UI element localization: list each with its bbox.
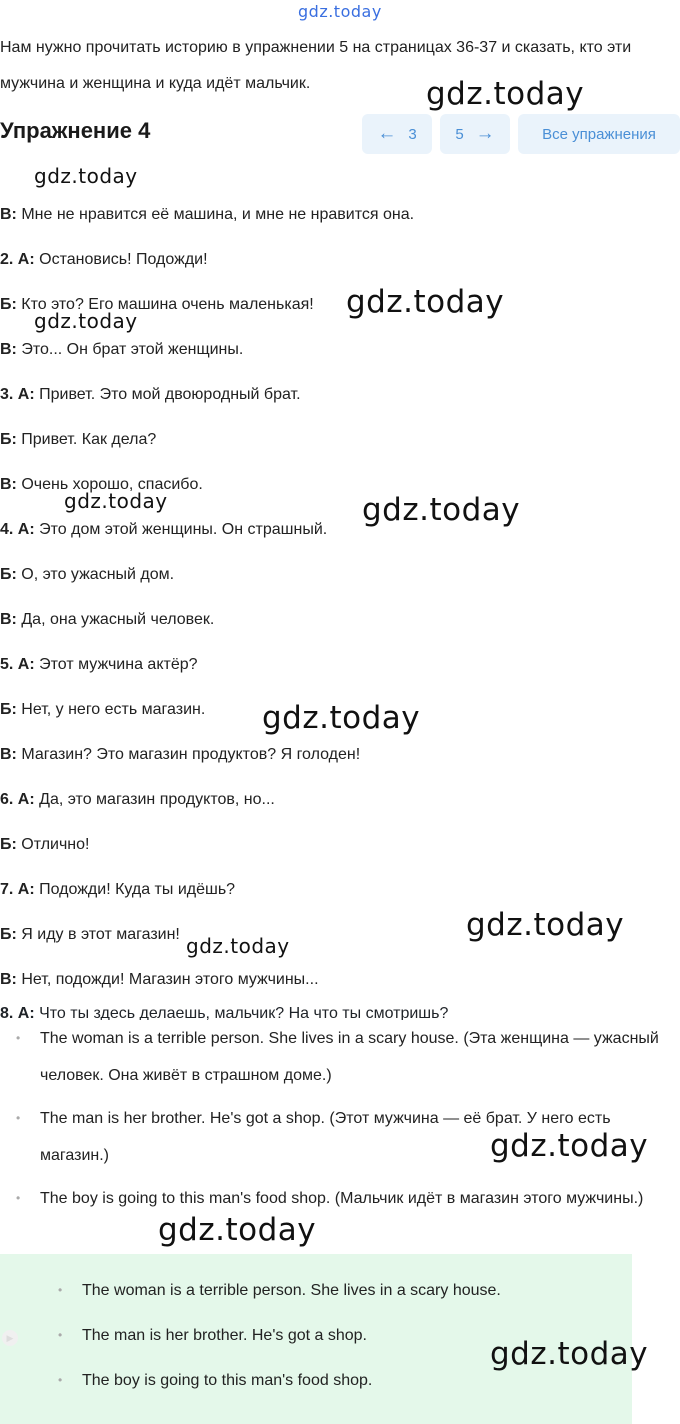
list-item: • The man is her brother. He's got a shop. (58, 1327, 367, 1344)
dialog-line: Б: Кто это? Его машина очень маленькая! (0, 296, 314, 313)
dialog-line: 7. А: Подожди! Куда ты идёшь? (0, 881, 236, 898)
dialog-line: 2. А: Остановись! Подожди! (0, 251, 208, 268)
highlight-answer-list (58, 1268, 501, 1403)
dialog-line: 6. А: Да, это магазин продуктов, но... (0, 791, 275, 808)
dialog-line: В: Нет, подожди! Магазин этого мужчины... (0, 971, 319, 988)
list-item: • The boy is going to this man's food shop. (58, 1372, 373, 1389)
dialog-line: В: Мне не нравится её машина, и мне не нравится она. (0, 206, 415, 223)
dialog-line: Б: Отлично! (0, 836, 90, 853)
list-item: • The boy is going to this man's food shop. (Мальчик идёт в магазин этого мужчины.) (16, 1190, 644, 1207)
watermark: gdz.today (262, 700, 421, 736)
list-item: • The woman is a terrible person. She lives in a scary house. (58, 1282, 501, 1299)
watermark: gdz.today (362, 492, 521, 528)
dialog-line: 4. А: Это дом этой женщины. Он страшный. (0, 521, 328, 538)
dialog-line: Б: Я иду в этот магазин! (0, 926, 180, 943)
dialog-cut-line: 8. А: Что ты здесь делаешь, мальчик? На что ты смотришь? (0, 1005, 449, 1020)
list-item: • The man is her brother. He's got a shop. (Этот мужчина — её брат. У него есть магазин.) (16, 1110, 611, 1164)
dialog-line: В: Да, она ужасный человек. (0, 611, 215, 628)
arrow-left-icon: ← (377, 123, 397, 144)
watermark: gdz.today (186, 934, 290, 958)
watermark: gdz.today (34, 309, 138, 333)
play-icon[interactable]: ▶ (2, 1330, 18, 1346)
watermark: gdz.today (490, 1128, 649, 1164)
arrow-right-icon: → (475, 123, 495, 144)
watermark: gdz.today (426, 76, 585, 112)
prev-exercise-button[interactable] (362, 114, 432, 154)
dialog-line: Б: Нет, у него есть магазин. (0, 701, 206, 718)
prev-exercise-label: 3 (408, 125, 417, 143)
watermark-top: gdz.today (298, 2, 382, 21)
watermark: gdz.today (34, 164, 138, 188)
next-exercise-button[interactable] (440, 114, 510, 154)
dialog-line: В: Магазин? Это магазин продуктов? Я голоден! (0, 746, 361, 763)
dialog-line: В: Это... Он брат этой женщины. (0, 341, 244, 358)
exercise-title: Упражнение 4 (0, 118, 151, 143)
dialog-line: 3. А: Привет. Это мой двоюродный брат. (0, 386, 301, 403)
next-exercise-label: 5 (455, 125, 464, 143)
answer-list (16, 1020, 665, 1223)
watermark: gdz.today (158, 1212, 317, 1248)
watermark: gdz.today (64, 489, 168, 513)
all-exercises-label: Все упражнения (542, 125, 656, 143)
dialog-line: В: Очень хорошо, спасибо. (0, 476, 203, 493)
all-exercises-button[interactable] (518, 114, 680, 154)
dialog-line: Б: О, это ужасный дом. (0, 566, 175, 583)
dialog-line: 5. А: Этот мужчина актёр? (0, 656, 198, 673)
dialog-line: Б: Привет. Как дела? (0, 431, 157, 448)
list-item: • The woman is a terrible person. She lives in a scary house. (Эта женщина — ужасный человек. Она живёт в страшном доме.) (16, 1030, 659, 1084)
intro-text: Нам нужно прочитать историю в упражнении 5 на страницах 36-37 и сказать, кто эти мужчина и женщина и куда идёт мальчик. (0, 39, 632, 92)
watermark: gdz.today (346, 284, 505, 320)
watermark: gdz.today (490, 1336, 649, 1372)
watermark: gdz.today (466, 907, 625, 943)
